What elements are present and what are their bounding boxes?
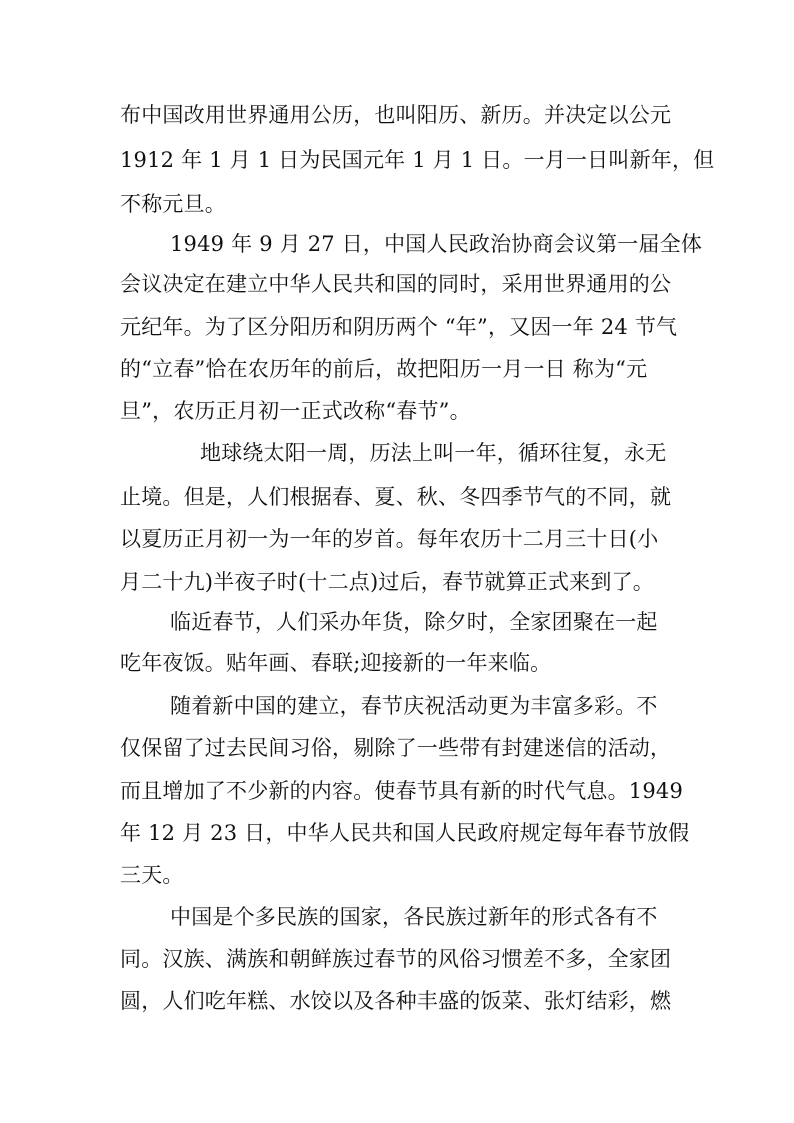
text-line: 仅保留了过去民间习俗，剔除了一些带有封建迷信的活动， (120, 736, 672, 760)
text-line: 而且增加了不少新的内容。使春节具有新的时代气息。1949 (120, 779, 684, 803)
text-line: 地球绕太阳一周，历法上叫一年，循环往复，永无 (200, 441, 667, 465)
text-line: 1912 年 1 月 1 日为民国元年 1 月 1 日。一月一日叫新年，但 (120, 148, 715, 172)
text-line: 以夏历正月初一为一年的岁首。每年农历十二月三十日(小 (120, 527, 659, 551)
text-line: 旦”，农历正月初一正式改称“春节”。 (120, 399, 471, 423)
text-line: 三天。 (120, 863, 184, 887)
text-line: 的“立春”恰在农历年的前后，故把阳历一月一日 称为“元 (120, 357, 648, 381)
text-line: 吃年夜饭。贴年画、春联;迎接新的一年来临。 (120, 651, 552, 675)
text-line: 不称元旦。 (120, 192, 226, 216)
text-line: 临近春节，人们采办年货，除夕时，全家团聚在一起 (170, 610, 658, 634)
text-line: 月二十九)半夜子时(十二点)过后，春节就算正式来到了。 (120, 570, 654, 594)
text-line: 中国是个多民族的国家，各民族过新年的形式各有不 (170, 905, 658, 929)
text-line: 年 12 月 23 日，中华人民共和国人民政府规定每年春节放假 (120, 821, 690, 845)
text-line: 止境。但是，人们根据春、夏、秋、冬四季节气的不同，就 (120, 485, 672, 509)
text-line: 同。汉族、满族和朝鲜族过春节的风俗习惯差不多，全家团 (120, 947, 672, 971)
text-line: 会议决定在建立中华人民共和国的同时，采用世界通用的公 (120, 272, 672, 296)
text-line: 布中国改用世界通用公历，也叫阳历、新历。并决定以公元 (120, 103, 672, 127)
text-line: 1949 年 9 月 27 日，中国人民政治协商会议第一届全体 (170, 232, 703, 256)
text-line: 圆，人们吃年糕、水饺以及各种丰盛的饭菜、张灯结彩，燃 (120, 989, 672, 1013)
text-line: 元纪年。为了区分阳历和阴历两个 “年”，又因一年 24 节气 (120, 315, 678, 339)
text-line: 随着新中国的建立，春节庆祝活动更为丰富多彩。不 (170, 694, 658, 718)
